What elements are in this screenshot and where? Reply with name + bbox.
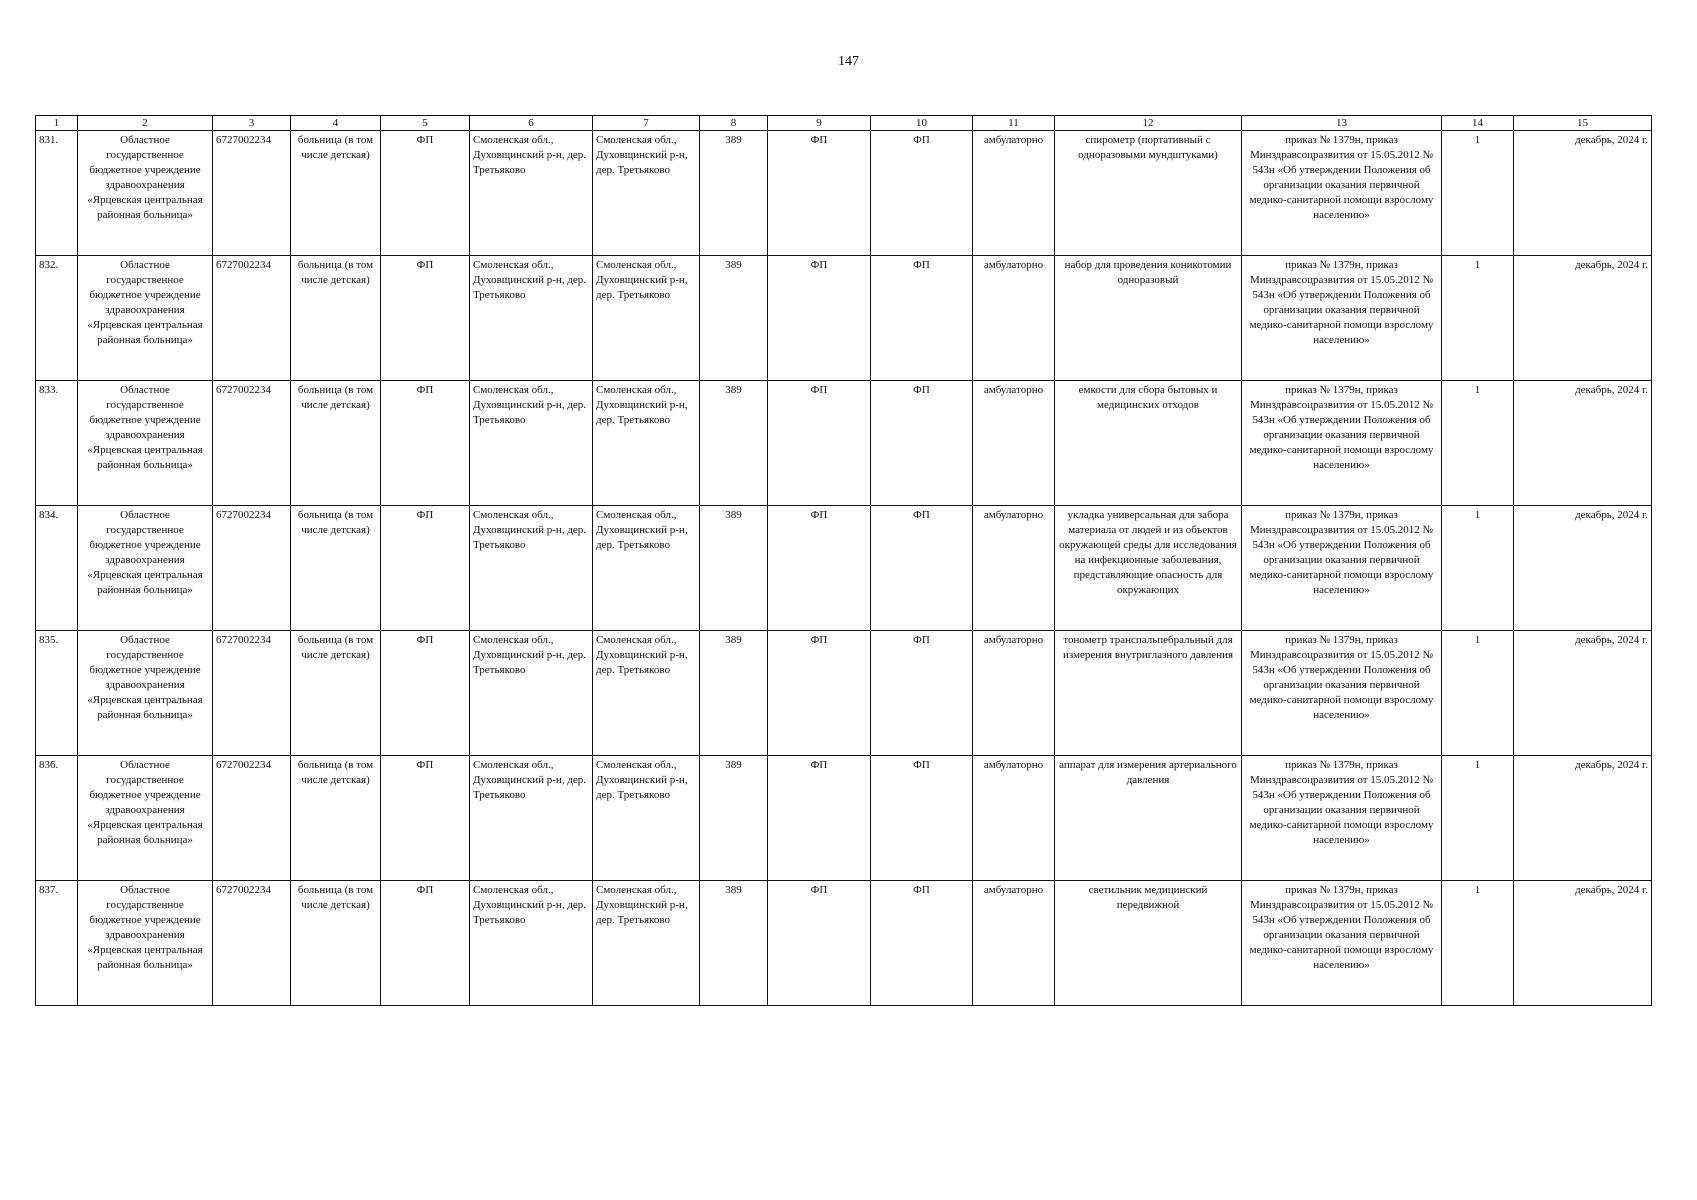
- care-mode: амбулаторно: [973, 506, 1055, 631]
- column-number-header: 9: [768, 116, 871, 131]
- location-address: Смоленская обл., Духовщинский р-н, дер. Третьяково: [593, 881, 700, 1006]
- column-number-header: 6: [470, 116, 593, 131]
- table-row: [36, 881, 1652, 1006]
- legal-basis: приказ № 1379н, приказ Минздравсоцразвития от 15.05.2012 № 543н «Об утверждении Положения об организации оказания первичной медико-санитарной помощи взрослому населению»: [1242, 506, 1442, 631]
- unit-type-cell: ФП: [768, 756, 871, 881]
- row-number: 836.: [36, 756, 78, 881]
- quantity: 1: [1442, 256, 1514, 381]
- unit-type-cell: ФП: [871, 381, 973, 506]
- facility-address: Смоленская обл., Духовщинский р-н, дер. Третьяково: [470, 256, 593, 381]
- column-number-header: 7: [593, 116, 700, 131]
- unit-type-cell: ФП: [768, 506, 871, 631]
- facility-type: больница (в том числе детская): [291, 381, 381, 506]
- column-number-header: 4: [291, 116, 381, 131]
- unit-abbreviation: ФП: [381, 631, 470, 756]
- unit-type-cell: ФП: [768, 631, 871, 756]
- row-number: 834.: [36, 506, 78, 631]
- legal-basis: приказ № 1379н, приказ Минздравсоцразвития от 15.05.2012 № 543н «Об утверждении Положения об организации оказания первичной медико-санитарной помощи взрослому населению»: [1242, 756, 1442, 881]
- column-number-header: 11: [973, 116, 1055, 131]
- care-mode: амбулаторно: [973, 256, 1055, 381]
- equipment-table: [35, 115, 1652, 1006]
- unit-type-cell: ФП: [871, 881, 973, 1006]
- quantity: 1: [1442, 381, 1514, 506]
- unit-type-cell: ФП: [871, 256, 973, 381]
- column-number-header: 5: [381, 116, 470, 131]
- care-mode: амбулаторно: [973, 881, 1055, 1006]
- settlement-code: 389: [700, 381, 768, 506]
- care-mode: амбулаторно: [973, 381, 1055, 506]
- unit-abbreviation: ФП: [381, 756, 470, 881]
- equipment-name: светильник медицинский передвижной: [1055, 881, 1242, 1006]
- care-mode: амбулаторно: [973, 631, 1055, 756]
- column-number-header: 12: [1055, 116, 1242, 131]
- delivery-date: декабрь, 2024 г.: [1514, 381, 1652, 506]
- equipment-name: спирометр (портативный с одноразовыми мундштуками): [1055, 131, 1242, 256]
- organization-name: Областное государственное бюджетное учреждение здравоохранения «Ярцевская центральная районная больница»: [78, 256, 213, 381]
- unit-abbreviation: ФП: [381, 881, 470, 1006]
- facility-address: Смоленская обл., Духовщинский р-н, дер. Третьяково: [470, 131, 593, 256]
- facility-address: Смоленская обл., Духовщинский р-н, дер. Третьяково: [470, 506, 593, 631]
- delivery-date: декабрь, 2024 г.: [1514, 631, 1652, 756]
- location-address: Смоленская обл., Духовщинский р-н, дер. Третьяково: [593, 506, 700, 631]
- equipment-name: емкости для сбора бытовых и медицинских отходов: [1055, 381, 1242, 506]
- table-row: [36, 631, 1652, 756]
- unit-type-cell: ФП: [871, 506, 973, 631]
- page-number: 147: [838, 54, 859, 69]
- legal-basis: приказ № 1379н, приказ Минздравсоцразвития от 15.05.2012 № 543н «Об утверждении Положения об организации оказания первичной медико-санитарной помощи взрослому населению»: [1242, 256, 1442, 381]
- settlement-code: 389: [700, 756, 768, 881]
- organization-name: Областное государственное бюджетное учреждение здравоохранения «Ярцевская центральная районная больница»: [78, 756, 213, 881]
- delivery-date: декабрь, 2024 г.: [1514, 506, 1652, 631]
- facility-type: больница (в том числе детская): [291, 756, 381, 881]
- equipment-name: набор для проведения коникотомии одноразовый: [1055, 256, 1242, 381]
- quantity: 1: [1442, 131, 1514, 256]
- settlement-code: 389: [700, 631, 768, 756]
- organization-name: Областное государственное бюджетное учреждение здравоохранения «Ярцевская центральная районная больница»: [78, 631, 213, 756]
- facility-address: Смоленская обл., Духовщинский р-н, дер. Третьяково: [470, 631, 593, 756]
- row-number: 831.: [36, 131, 78, 256]
- organization-name: Областное государственное бюджетное учреждение здравоохранения «Ярцевская центральная районная больница»: [78, 381, 213, 506]
- row-number: 837.: [36, 881, 78, 1006]
- organization-name: Областное государственное бюджетное учреждение здравоохранения «Ярцевская центральная районная больница»: [78, 881, 213, 1006]
- delivery-date: декабрь, 2024 г.: [1514, 256, 1652, 381]
- facility-type: больница (в том числе детская): [291, 631, 381, 756]
- unit-type-cell: ФП: [768, 381, 871, 506]
- inn-code: 6727002234: [213, 881, 291, 1006]
- care-mode: амбулаторно: [973, 131, 1055, 256]
- column-number-header: 3: [213, 116, 291, 131]
- facility-type: больница (в том числе детская): [291, 506, 381, 631]
- legal-basis: приказ № 1379н, приказ Минздравсоцразвития от 15.05.2012 № 543н «Об утверждении Положения об организации оказания первичной медико-санитарной помощи взрослому населению»: [1242, 631, 1442, 756]
- settlement-code: 389: [700, 506, 768, 631]
- table-row: [36, 256, 1652, 381]
- inn-code: 6727002234: [213, 381, 291, 506]
- table-row: [36, 756, 1652, 881]
- legal-basis: приказ № 1379н, приказ Минздравсоцразвития от 15.05.2012 № 543н «Об утверждении Положения об организации оказания первичной медико-санитарной помощи взрослому населению»: [1242, 381, 1442, 506]
- unit-type-cell: ФП: [871, 631, 973, 756]
- inn-code: 6727002234: [213, 506, 291, 631]
- equipment-name: аппарат для измерения артериального давления: [1055, 756, 1242, 881]
- facility-address: Смоленская обл., Духовщинский р-н, дер. Третьяково: [470, 756, 593, 881]
- inn-code: 6727002234: [213, 631, 291, 756]
- inn-code: 6727002234: [213, 256, 291, 381]
- column-number-header: 8: [700, 116, 768, 131]
- facility-type: больница (в том числе детская): [291, 256, 381, 381]
- equipment-name: тонометр транспальпебральный для измерения внутриглазного давления: [1055, 631, 1242, 756]
- unit-abbreviation: ФП: [381, 506, 470, 631]
- delivery-date: декабрь, 2024 г.: [1514, 756, 1652, 881]
- unit-type-cell: ФП: [871, 756, 973, 881]
- organization-name: Областное государственное бюджетное учреждение здравоохранения «Ярцевская центральная районная больница»: [78, 131, 213, 256]
- column-number-header: 10: [871, 116, 973, 131]
- unit-abbreviation: ФП: [381, 256, 470, 381]
- facility-address: Смоленская обл., Духовщинский р-н, дер. Третьяково: [470, 881, 593, 1006]
- unit-type-cell: ФП: [768, 131, 871, 256]
- column-number-header: 1: [36, 116, 78, 131]
- location-address: Смоленская обл., Духовщинский р-н, дер. Третьяково: [593, 756, 700, 881]
- column-number-header-row: [36, 116, 1652, 131]
- unit-type-cell: ФП: [768, 256, 871, 381]
- table-row: [36, 131, 1652, 256]
- quantity: 1: [1442, 881, 1514, 1006]
- row-number: 835.: [36, 631, 78, 756]
- legal-basis: приказ № 1379н, приказ Минздравсоцразвития от 15.05.2012 № 543н «Об утверждении Положения об организации оказания первичной медико-санитарной помощи взрослому населению»: [1242, 131, 1442, 256]
- row-number: 832.: [36, 256, 78, 381]
- table-row: [36, 506, 1652, 631]
- legal-basis: приказ № 1379н, приказ Минздравсоцразвития от 15.05.2012 № 543н «Об утверждении Положения об организации оказания первичной медико-санитарной помощи взрослому населению»: [1242, 881, 1442, 1006]
- unit-abbreviation: ФП: [381, 131, 470, 256]
- column-number-header: 14: [1442, 116, 1514, 131]
- location-address: Смоленская обл., Духовщинский р-н, дер. Третьяково: [593, 381, 700, 506]
- column-number-header: 2: [78, 116, 213, 131]
- column-number-header: 15: [1514, 116, 1652, 131]
- unit-abbreviation: ФП: [381, 381, 470, 506]
- inn-code: 6727002234: [213, 756, 291, 881]
- care-mode: амбулаторно: [973, 756, 1055, 881]
- quantity: 1: [1442, 506, 1514, 631]
- unit-type-cell: ФП: [871, 131, 973, 256]
- inn-code: 6727002234: [213, 131, 291, 256]
- delivery-date: декабрь, 2024 г.: [1514, 131, 1652, 256]
- equipment-name: укладка универсальная для забора материала от людей и из объектов окружающей среды для исследования на инфекционные заболевания, представляющие опасность для окружающих: [1055, 506, 1242, 631]
- quantity: 1: [1442, 756, 1514, 881]
- row-number: 833.: [36, 381, 78, 506]
- quantity: 1: [1442, 631, 1514, 756]
- organization-name: Областное государственное бюджетное учреждение здравоохранения «Ярцевская центральная районная больница»: [78, 506, 213, 631]
- settlement-code: 389: [700, 131, 768, 256]
- location-address: Смоленская обл., Духовщинский р-н, дер. Третьяково: [593, 256, 700, 381]
- facility-type: больница (в том числе детская): [291, 131, 381, 256]
- table-body: [36, 131, 1652, 1006]
- unit-type-cell: ФП: [768, 881, 871, 1006]
- delivery-date: декабрь, 2024 г.: [1514, 881, 1652, 1006]
- facility-address: Смоленская обл., Духовщинский р-н, дер. Третьяково: [470, 381, 593, 506]
- settlement-code: 389: [700, 881, 768, 1006]
- settlement-code: 389: [700, 256, 768, 381]
- location-address: Смоленская обл., Духовщинский р-н, дер. Третьяково: [593, 131, 700, 256]
- facility-type: больница (в том числе детская): [291, 881, 381, 1006]
- column-number-header: 13: [1242, 116, 1442, 131]
- location-address: Смоленская обл., Духовщинский р-н, дер. Третьяково: [593, 631, 700, 756]
- table-row: [36, 381, 1652, 506]
